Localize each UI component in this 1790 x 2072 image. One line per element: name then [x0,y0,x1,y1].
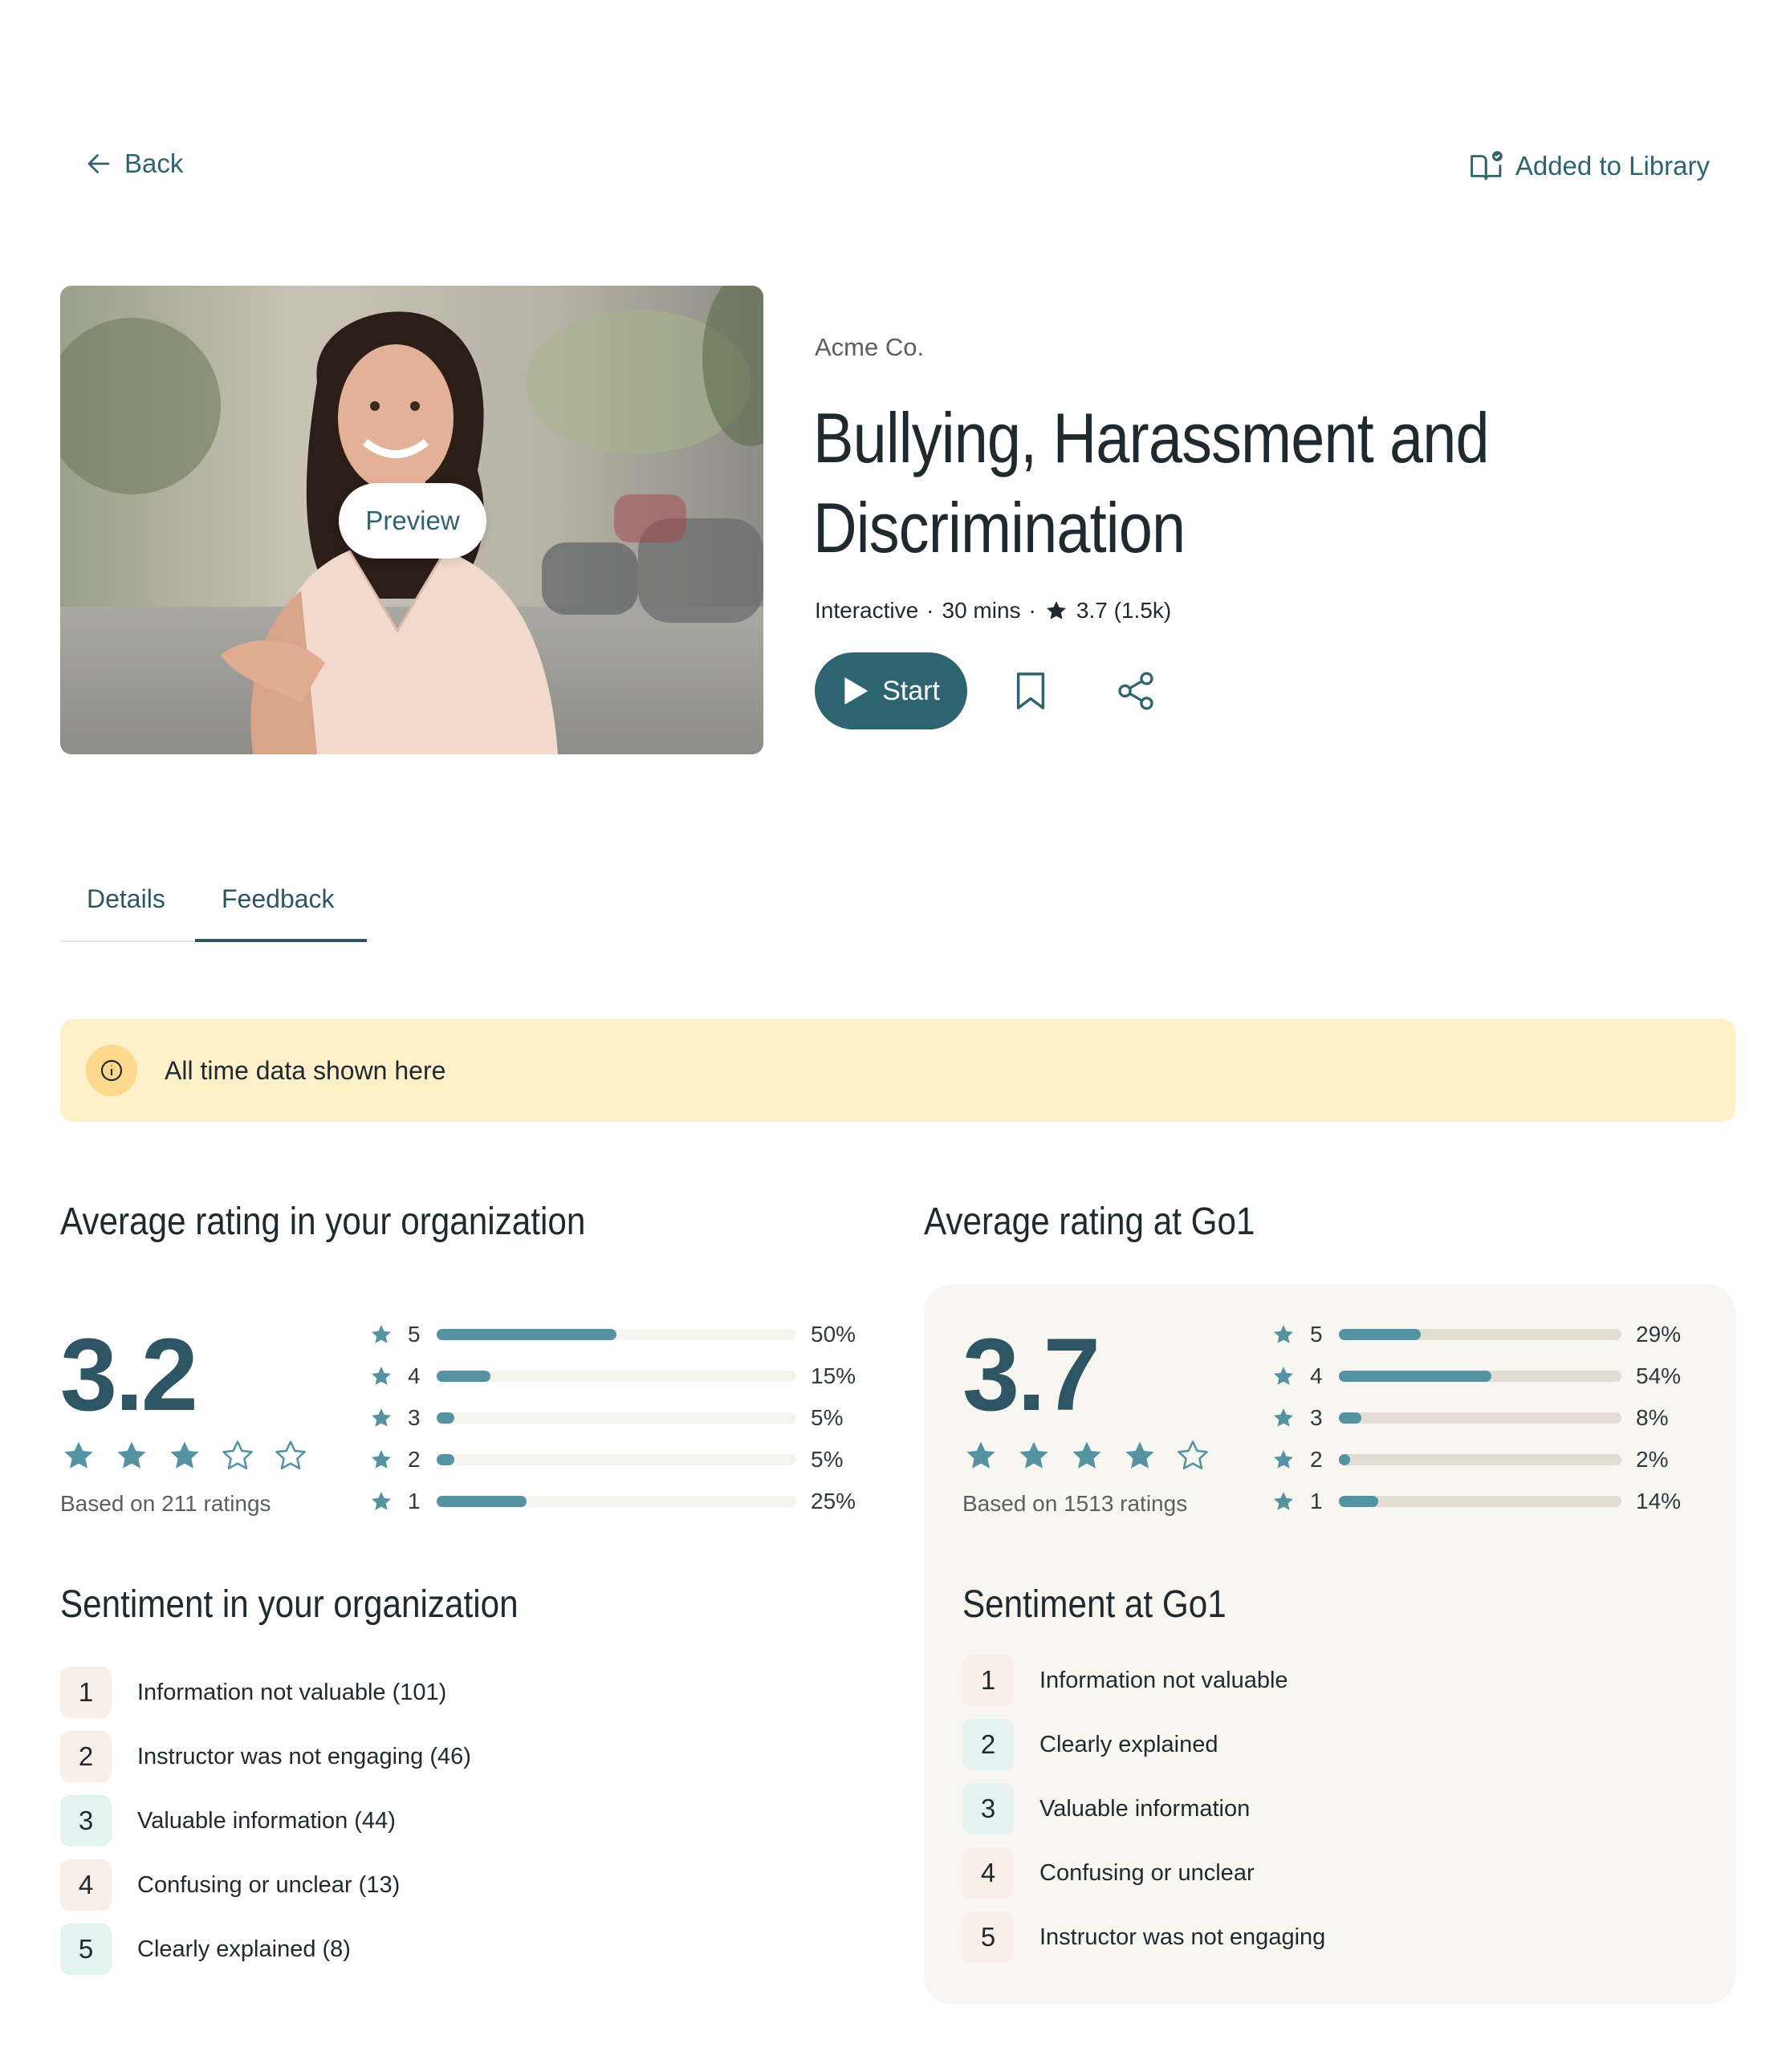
star-filled-icon [1068,1438,1105,1473]
star-icon [369,1364,393,1388]
rating-percent: 50% [811,1322,856,1347]
org-average-rating: 3.2 [60,1318,196,1432]
sentiment-item [60,1924,351,1975]
sentiment-rank: 2 [962,1719,1014,1770]
star-icon [369,1489,393,1513]
rating-level: 2 [408,1447,421,1472]
sentiment-item [60,1667,446,1718]
star-icon [1271,1364,1296,1388]
rating-percent: 29% [1636,1322,1682,1347]
sentiment-item [962,1912,1325,1963]
meta-separator: · [1028,598,1036,623]
meta-separator: · [926,598,934,623]
course-provider: Acme Co. [815,333,925,361]
star-icon [1271,1406,1296,1430]
sentiment-text: Information not valuable (101) [137,1679,447,1705]
rating-bar-track [1339,1371,1621,1382]
sentiment-rank: 5 [962,1912,1014,1963]
sentiment-text: Instructor was not engaging [1039,1924,1326,1950]
tab-feedback[interactable]: Feedback [195,875,367,942]
org-star-rating [60,1438,309,1473]
star-outline-icon [1174,1438,1211,1473]
sentiment-rank: 1 [962,1655,1014,1706]
sentiment-text: Confusing or unclear (13) [137,1871,401,1898]
star-icon [369,1322,393,1347]
rating-bar-fill [1339,1412,1361,1424]
star-filled-icon [1015,1438,1052,1473]
star-filled-icon [962,1438,999,1473]
go1-star-rating [962,1438,1211,1473]
sentiment-item [962,1719,1218,1770]
rating-distribution-row [1271,1489,1681,1513]
rating-level: 1 [408,1489,421,1513]
rating-bar-fill [1339,1329,1421,1340]
info-banner-text: All time data shown here [165,1055,446,1085]
rating-bar-track [1339,1329,1621,1340]
star-icon [369,1448,393,1472]
start-button[interactable] [815,652,967,729]
sentiment-text: Valuable information [1039,1795,1251,1822]
go1-average-rating: 3.7 [962,1318,1098,1432]
course-meta [815,598,1171,624]
sentiment-text: Information not valuable [1039,1667,1288,1693]
course-thumbnail [60,286,763,754]
sentiment-text: Clearly explained [1039,1731,1218,1757]
star-filled-icon [113,1438,150,1473]
sentiment-rank: 4 [962,1847,1014,1899]
rating-bar-fill [1339,1371,1491,1382]
rating-distribution-row [1271,1322,1681,1347]
rating-distribution-row [1271,1406,1668,1430]
course-type: Interactive [815,598,919,623]
star-icon [1271,1489,1296,1513]
sentiment-item [962,1655,1288,1706]
rating-percent: 54% [1636,1363,1682,1388]
rating-level: 4 [408,1363,421,1388]
course-duration: 30 mins [942,598,1021,623]
sentiment-item [60,1795,396,1847]
back-link[interactable] [84,148,183,179]
start-label: Start [882,675,940,706]
sentiment-text: Valuable information (44) [137,1807,396,1834]
rating-level: 5 [408,1322,421,1347]
star-icon [1044,599,1068,623]
star-icon [1271,1448,1296,1472]
sentiment-rank: 3 [962,1783,1014,1834]
rating-bar-track [1339,1454,1621,1465]
rating-bar-track [437,1412,796,1424]
star-filled-icon [166,1438,203,1473]
share-icon[interactable] [1116,671,1156,711]
sentiment-item [60,1731,471,1782]
star-icon [369,1406,393,1430]
rating-percent: 2% [1636,1447,1669,1472]
preview-button[interactable]: Preview [339,483,486,559]
rating-level: 3 [408,1405,421,1430]
rating-distribution-row [369,1406,843,1430]
sentiment-item [962,1783,1250,1834]
rating-distribution-row [369,1322,856,1347]
sentiment-rank: 4 [60,1859,112,1911]
sentiment-rank: 3 [60,1795,112,1847]
rating-bar-track [1339,1412,1621,1424]
rating-level: 3 [1310,1405,1323,1430]
rating-bar-fill [437,1412,454,1424]
added-to-library-button[interactable] [1469,148,1710,184]
sentiment-rank: 1 [60,1667,112,1718]
star-icon [1271,1322,1296,1347]
rating-percent: 8% [1636,1405,1669,1430]
rating-percent: 14% [1636,1489,1682,1513]
rating-percent: 5% [811,1447,844,1472]
org-based-on: Based on 211 ratings [60,1491,271,1516]
go1-based-on: Based on 1513 ratings [962,1491,1188,1516]
rating-bar-fill [437,1496,527,1507]
rating-bar-fill [1339,1454,1350,1465]
rating-distribution-row [369,1364,856,1388]
bookmark-icon[interactable] [1013,671,1048,711]
course-title: Bullying, Harassment and Discrimination [813,398,1489,567]
sentiment-rank: 5 [60,1924,112,1975]
sentiment-item [60,1859,400,1911]
rating-distribution-row [1271,1448,1668,1472]
tab-bar [60,875,367,942]
back-label: Back [124,148,184,178]
rating-bar-fill [437,1454,454,1465]
rating-level: 1 [1310,1489,1323,1513]
rating-bar-fill [437,1371,490,1382]
sentiment-rank: 2 [60,1731,112,1782]
star-filled-icon [60,1438,97,1473]
arrow-left-icon [84,149,113,178]
go1-sentiment-title: Sentiment at Go1 [962,1583,1227,1626]
rating-percent: 5% [811,1405,844,1430]
rating-bar-track [437,1329,796,1340]
rating-percent: 15% [811,1363,856,1388]
rating-distribution-row [369,1448,843,1472]
course-rating: 3.7 (1.5k) [1076,598,1172,623]
star-filled-icon [1121,1438,1158,1473]
rating-distribution-row [369,1489,856,1513]
rating-bar-track [1339,1496,1621,1507]
info-icon [86,1045,137,1096]
library-label: Added to Library [1515,151,1710,181]
rating-bar-fill [1339,1496,1378,1507]
go1-rating-title: Average rating at Go1 [924,1201,1255,1243]
sentiment-item [962,1847,1255,1899]
star-outline-icon [272,1438,309,1473]
rating-level: 4 [1310,1363,1323,1388]
sentiment-text: Instructor was not engaging (46) [137,1743,471,1769]
tab-details[interactable]: Details [87,884,165,913]
rating-percent: 25% [811,1489,856,1513]
sentiment-text: Confusing or unclear [1039,1859,1255,1886]
rating-bar-fill [437,1329,616,1340]
rating-level: 5 [1310,1322,1323,1347]
library-check-icon [1469,148,1506,184]
info-banner [60,1019,1735,1122]
sentiment-text: Clearly explained (8) [137,1936,351,1962]
rating-bar-track [437,1496,796,1507]
org-sentiment-title: Sentiment in your organization [60,1583,519,1626]
rating-level: 2 [1310,1447,1323,1472]
org-rating-title: Average rating in your organization [60,1201,586,1243]
star-outline-icon [219,1438,256,1473]
rating-distribution-row [1271,1364,1681,1388]
rating-bar-track [437,1371,796,1382]
play-icon [842,676,869,706]
rating-bar-track [437,1454,796,1465]
